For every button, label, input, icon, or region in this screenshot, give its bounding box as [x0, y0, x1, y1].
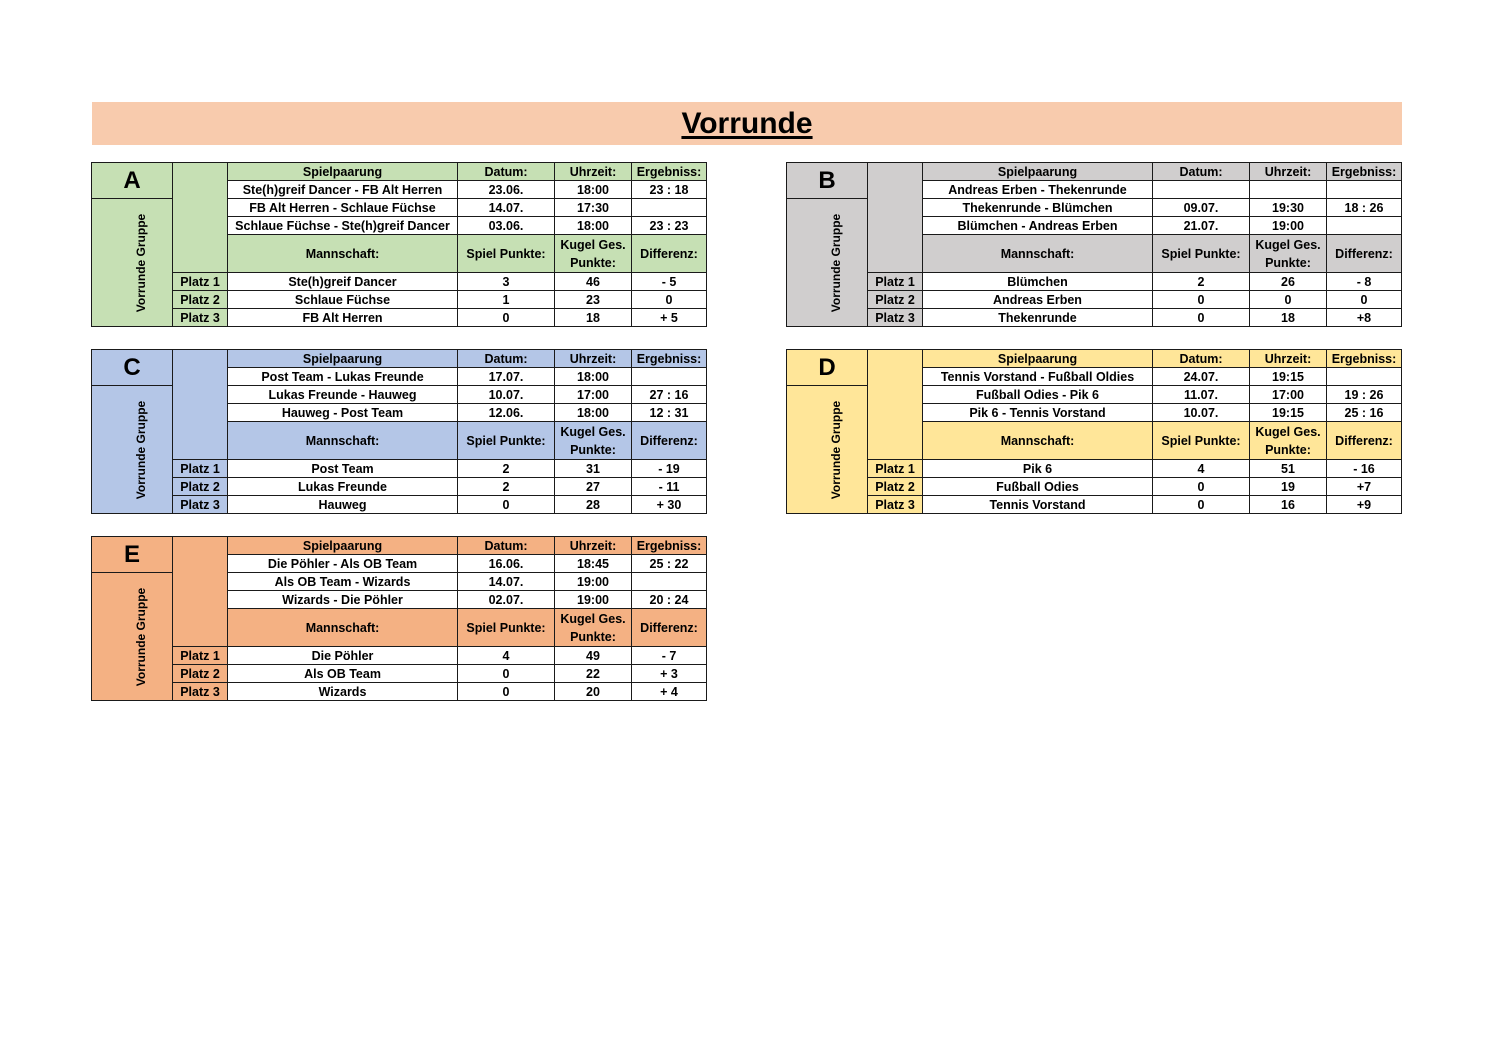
standing-team: Schlaue Füchse [228, 291, 458, 309]
standing-diff: + 4 [632, 683, 707, 701]
standing-place: Platz 2 [868, 478, 923, 496]
standing-points: 4 [458, 647, 555, 665]
header-kugel-punkte: Kugel Ges. Punkte: [1250, 235, 1327, 273]
match-time: 18:00 [555, 368, 632, 386]
group-label [787, 386, 868, 514]
standing-team: Hauweg [228, 496, 458, 514]
group-letter: A [92, 163, 173, 199]
standing-place: Platz 1 [173, 647, 228, 665]
page-title: Vorrunde [681, 106, 813, 140]
standing-place: Platz 3 [173, 496, 228, 514]
match-pairing: Pik 6 - Tennis Vorstand [923, 404, 1153, 422]
match-result [632, 368, 707, 386]
standing-diff: - 16 [1327, 460, 1402, 478]
header-differenz: Differenz: [632, 609, 707, 647]
standing-points: 2 [458, 460, 555, 478]
header-spielpaarung: Spielpaarung [228, 537, 458, 555]
match-date: 02.07. [458, 591, 555, 609]
match-pairing: FB Alt Herren - Schlaue Füchse [228, 199, 458, 217]
header-differenz: Differenz: [632, 422, 707, 460]
standing-diff: +9 [1327, 496, 1402, 514]
standing-diff: + 5 [632, 309, 707, 327]
header-datum: Datum: [458, 537, 555, 555]
match-result [1327, 181, 1402, 199]
standing-diff: +8 [1327, 309, 1402, 327]
match-pairing: Hauweg - Post Team [228, 404, 458, 422]
group-spacer [173, 537, 228, 647]
standing-team: Thekenrunde [923, 309, 1153, 327]
match-result [632, 573, 707, 591]
match-date: 17.07. [458, 368, 555, 386]
match-result: 25 : 22 [632, 555, 707, 573]
header-uhrzeit: Uhrzeit: [555, 537, 632, 555]
standing-row [92, 665, 707, 683]
group-label-text: Vorrunde Gruppe [134, 587, 149, 686]
match-date: 09.07. [1153, 199, 1250, 217]
header-ergebnis: Ergebniss: [632, 163, 707, 181]
match-date: 21.07. [1153, 217, 1250, 235]
header-mannschaft: Mannschaft: [923, 422, 1153, 460]
header-differenz: Differenz: [1327, 235, 1402, 273]
standing-row [787, 460, 1402, 478]
header-datum: Datum: [1153, 350, 1250, 368]
group-label [92, 386, 173, 514]
group-label-text: Vorrunde Gruppe [829, 213, 844, 312]
match-date: 12.06. [458, 404, 555, 422]
standing-row [92, 460, 707, 478]
match-time: 17:30 [555, 199, 632, 217]
header-ergebnis: Ergebniss: [1327, 350, 1402, 368]
header-spielpaarung: Spielpaarung [923, 163, 1153, 181]
standing-row [92, 291, 707, 309]
standing-place: Platz 3 [868, 309, 923, 327]
match-date: 16.06. [458, 555, 555, 573]
header-ergebnis: Ergebniss: [632, 537, 707, 555]
match-date: 11.07. [1153, 386, 1250, 404]
header-uhrzeit: Uhrzeit: [1250, 163, 1327, 181]
standing-points: 0 [1153, 478, 1250, 496]
match-date [1153, 181, 1250, 199]
standing-balls: 51 [1250, 460, 1327, 478]
header-datum: Datum: [1153, 163, 1250, 181]
group-letter: B [787, 163, 868, 199]
group-label-text: Vorrunde Gruppe [134, 400, 149, 499]
match-time: 18:00 [555, 404, 632, 422]
standing-balls: 23 [555, 291, 632, 309]
standing-place: Platz 2 [868, 291, 923, 309]
group-spacer [173, 163, 228, 273]
match-pairing: Tennis Vorstand - Fußball Oldies [923, 368, 1153, 386]
match-result: 23 : 18 [632, 181, 707, 199]
standing-row [787, 291, 1402, 309]
standing-balls: 16 [1250, 496, 1327, 514]
standing-team: Post Team [228, 460, 458, 478]
standing-row [787, 496, 1402, 514]
group-spacer [868, 350, 923, 460]
header-datum: Datum: [458, 163, 555, 181]
group-table-c [91, 349, 707, 514]
standing-place: Platz 1 [868, 273, 923, 291]
standing-points: 0 [458, 309, 555, 327]
match-result: 27 : 16 [632, 386, 707, 404]
standing-balls: 46 [555, 273, 632, 291]
header-spiel-punkte: Spiel Punkte: [1153, 422, 1250, 460]
match-pairing: Andreas Erben - Thekenrunde [923, 181, 1153, 199]
header-uhrzeit: Uhrzeit: [555, 163, 632, 181]
standing-team: FB Alt Herren [228, 309, 458, 327]
standing-row [92, 309, 707, 327]
standing-place: Platz 2 [173, 291, 228, 309]
match-time: 19:15 [1250, 368, 1327, 386]
standing-diff: - 11 [632, 478, 707, 496]
match-date: 23.06. [458, 181, 555, 199]
standing-row [92, 478, 707, 496]
standing-points: 0 [458, 683, 555, 701]
header-mannschaft: Mannschaft: [228, 235, 458, 273]
standing-row [92, 273, 707, 291]
match-pairing: Die Pöhler - Als OB Team [228, 555, 458, 573]
header-spielpaarung: Spielpaarung [923, 350, 1153, 368]
standing-points: 0 [1153, 496, 1250, 514]
standing-balls: 19 [1250, 478, 1327, 496]
header-spielpaarung: Spielpaarung [228, 350, 458, 368]
standing-row [787, 273, 1402, 291]
match-pairing: Schlaue Füchse - Ste(h)greif Dancer [228, 217, 458, 235]
standing-row [92, 647, 707, 665]
match-time: 19:30 [1250, 199, 1327, 217]
standing-row [787, 478, 1402, 496]
group-spacer [868, 163, 923, 273]
match-pairing: Wizards - Die Pöhler [228, 591, 458, 609]
match-time: 18:00 [555, 217, 632, 235]
group-table-a [91, 162, 707, 327]
standing-team: Andreas Erben [923, 291, 1153, 309]
match-result: 23 : 23 [632, 217, 707, 235]
standing-row [92, 683, 707, 701]
standing-points: 0 [458, 496, 555, 514]
standing-diff: + 30 [632, 496, 707, 514]
standing-team: Wizards [228, 683, 458, 701]
header-uhrzeit: Uhrzeit: [555, 350, 632, 368]
group-label-text: Vorrunde Gruppe [134, 213, 149, 312]
match-result: 12 : 31 [632, 404, 707, 422]
header-ergebnis: Ergebniss: [1327, 163, 1402, 181]
match-result [632, 199, 707, 217]
title-banner [92, 102, 1402, 145]
standing-balls: 18 [1250, 309, 1327, 327]
standing-points: 2 [1153, 273, 1250, 291]
group-letter: C [92, 350, 173, 386]
standing-place: Platz 1 [868, 460, 923, 478]
group-letter: D [787, 350, 868, 386]
standing-diff: - 19 [632, 460, 707, 478]
group-letter: E [92, 537, 173, 573]
standing-points: 4 [1153, 460, 1250, 478]
standing-row [787, 309, 1402, 327]
header-datum: Datum: [458, 350, 555, 368]
standing-diff: +7 [1327, 478, 1402, 496]
standing-team: Die Pöhler [228, 647, 458, 665]
standing-points: 0 [1153, 309, 1250, 327]
header-spiel-punkte: Spiel Punkte: [458, 235, 555, 273]
match-time [1250, 181, 1327, 199]
match-date: 14.07. [458, 573, 555, 591]
standing-place: Platz 2 [173, 478, 228, 496]
match-pairing: Thekenrunde - Blümchen [923, 199, 1153, 217]
group-spacer [173, 350, 228, 460]
group-table-b [786, 162, 1402, 327]
header-mannschaft: Mannschaft: [228, 422, 458, 460]
standing-row [92, 496, 707, 514]
match-result [1327, 368, 1402, 386]
header-ergebnis: Ergebniss: [632, 350, 707, 368]
header-differenz: Differenz: [1327, 422, 1402, 460]
standing-balls: 18 [555, 309, 632, 327]
match-time: 18:45 [555, 555, 632, 573]
match-date: 24.07. [1153, 368, 1250, 386]
match-pairing: Fußball Odies - Pik 6 [923, 386, 1153, 404]
standing-place: Platz 1 [173, 273, 228, 291]
match-time: 19:00 [555, 591, 632, 609]
standing-points: 1 [458, 291, 555, 309]
match-time: 17:00 [1250, 386, 1327, 404]
group-label [92, 199, 173, 327]
match-pairing: Blümchen - Andreas Erben [923, 217, 1153, 235]
match-result: 25 : 16 [1327, 404, 1402, 422]
match-pairing: Ste(h)greif Dancer - FB Alt Herren [228, 181, 458, 199]
standing-place: Platz 1 [173, 460, 228, 478]
match-result: 18 : 26 [1327, 199, 1402, 217]
header-mannschaft: Mannschaft: [228, 609, 458, 647]
standing-balls: 49 [555, 647, 632, 665]
standing-balls: 31 [555, 460, 632, 478]
match-time: 17:00 [555, 386, 632, 404]
header-spiel-punkte: Spiel Punkte: [1153, 235, 1250, 273]
standing-points: 3 [458, 273, 555, 291]
match-result [1327, 217, 1402, 235]
standing-diff: - 5 [632, 273, 707, 291]
standing-points: 0 [1153, 291, 1250, 309]
standing-balls: 26 [1250, 273, 1327, 291]
match-result: 19 : 26 [1327, 386, 1402, 404]
header-kugel-punkte: Kugel Ges. Punkte: [555, 609, 632, 647]
header-mannschaft: Mannschaft: [923, 235, 1153, 273]
standing-team: Blümchen [923, 273, 1153, 291]
standing-team: Tennis Vorstand [923, 496, 1153, 514]
standing-balls: 27 [555, 478, 632, 496]
standing-team: Lukas Freunde [228, 478, 458, 496]
standing-balls: 22 [555, 665, 632, 683]
standing-points: 0 [458, 665, 555, 683]
match-time: 18:00 [555, 181, 632, 199]
header-differenz: Differenz: [632, 235, 707, 273]
group-table-d [786, 349, 1402, 514]
group-table-e [91, 536, 707, 701]
match-pairing: Lukas Freunde - Hauweg [228, 386, 458, 404]
match-date: 03.06. [458, 217, 555, 235]
group-label-text: Vorrunde Gruppe [829, 400, 844, 499]
header-spiel-punkte: Spiel Punkte: [458, 422, 555, 460]
standing-team: Pik 6 [923, 460, 1153, 478]
standing-place: Platz 3 [173, 309, 228, 327]
standing-balls: 0 [1250, 291, 1327, 309]
standing-diff: + 3 [632, 665, 707, 683]
standing-balls: 28 [555, 496, 632, 514]
standing-place: Platz 3 [173, 683, 228, 701]
header-spiel-punkte: Spiel Punkte: [458, 609, 555, 647]
standing-points: 2 [458, 478, 555, 496]
match-time: 19:00 [555, 573, 632, 591]
standing-place: Platz 2 [173, 665, 228, 683]
standing-diff: - 8 [1327, 273, 1402, 291]
header-spielpaarung: Spielpaarung [228, 163, 458, 181]
header-kugel-punkte: Kugel Ges. Punkte: [1250, 422, 1327, 460]
standing-team: Fußball Odies [923, 478, 1153, 496]
match-pairing: Als OB Team - Wizards [228, 573, 458, 591]
header-kugel-punkte: Kugel Ges. Punkte: [555, 422, 632, 460]
match-date: 10.07. [1153, 404, 1250, 422]
standing-diff: 0 [1327, 291, 1402, 309]
match-pairing: Post Team - Lukas Freunde [228, 368, 458, 386]
standing-diff: - 7 [632, 647, 707, 665]
match-date: 14.07. [458, 199, 555, 217]
header-kugel-punkte: Kugel Ges. Punkte: [555, 235, 632, 273]
standing-team: Als OB Team [228, 665, 458, 683]
match-date: 10.07. [458, 386, 555, 404]
standing-balls: 20 [555, 683, 632, 701]
standing-diff: 0 [632, 291, 707, 309]
standing-team: Ste(h)greif Dancer [228, 273, 458, 291]
group-label [787, 199, 868, 327]
standing-place: Platz 3 [868, 496, 923, 514]
match-time: 19:15 [1250, 404, 1327, 422]
group-label [92, 573, 173, 701]
header-uhrzeit: Uhrzeit: [1250, 350, 1327, 368]
match-result: 20 : 24 [632, 591, 707, 609]
match-time: 19:00 [1250, 217, 1327, 235]
